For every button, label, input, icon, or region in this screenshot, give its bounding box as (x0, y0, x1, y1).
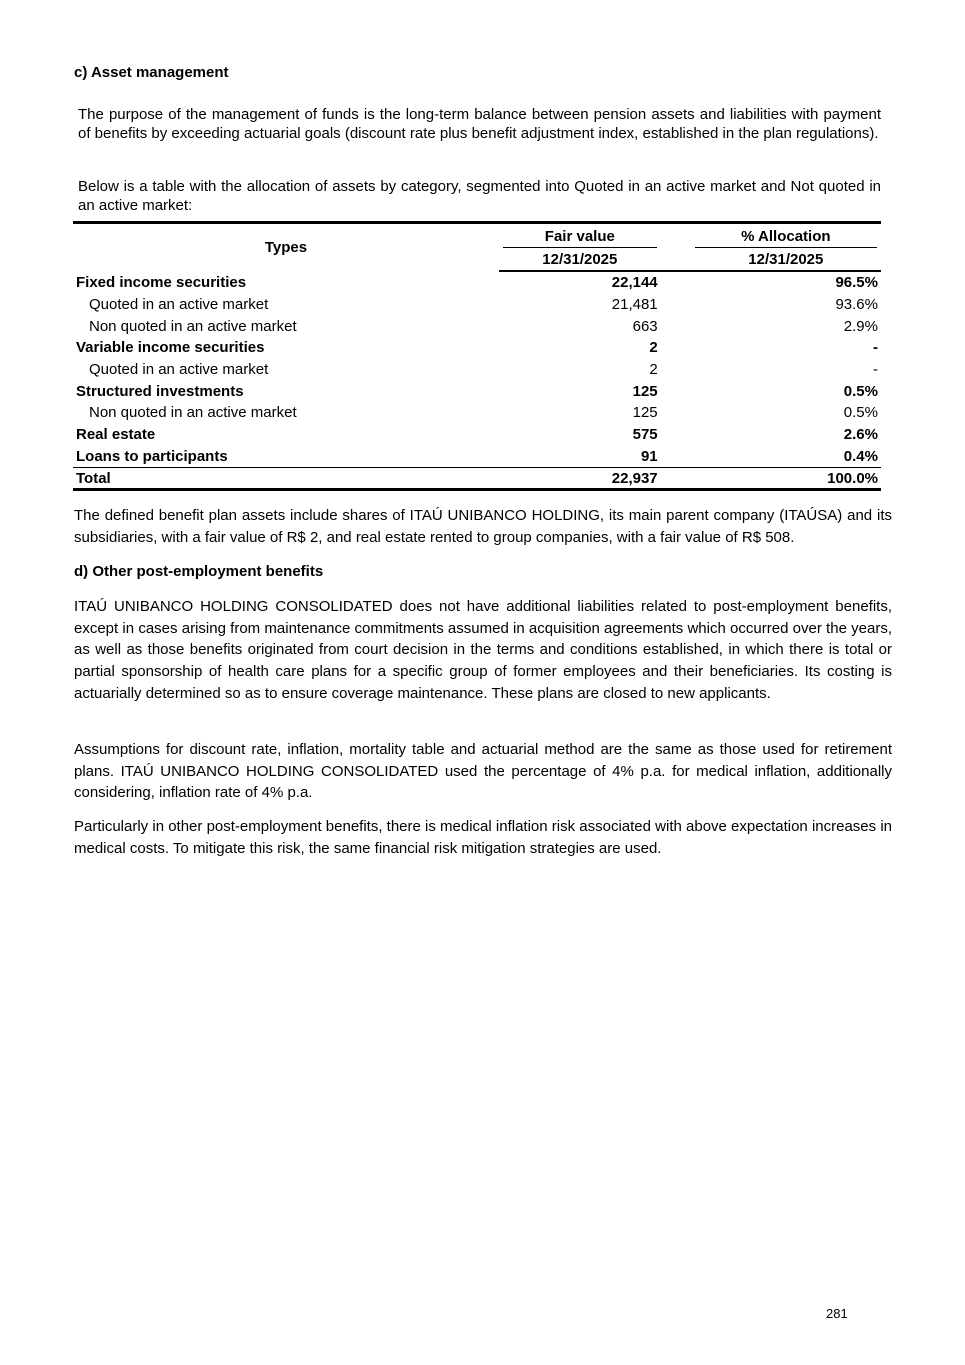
table-row (73, 402, 881, 424)
table-header-row (73, 223, 881, 249)
fair-value-header (499, 223, 661, 249)
total-fair-value: 22,937 (499, 468, 661, 490)
table-row (73, 315, 881, 337)
row-fair-value: 125 (632, 382, 658, 400)
fair-value-header-label: Fair value (544, 227, 615, 245)
row-allocation: 0.4% (843, 447, 878, 465)
row-label: Variable income securities (76, 339, 265, 357)
total-allocation: 100.0% (691, 468, 881, 490)
row-label: Non quoted in an active market (89, 404, 297, 422)
row-fair-value: 663 (632, 317, 658, 335)
row-allocation: - (873, 339, 878, 357)
section-c-heading: c) Asset management (74, 64, 229, 81)
table-row (73, 337, 881, 359)
row-fair-value: 2 (649, 339, 658, 357)
section-d-paragraph-1: ITAÚ UNIBANCO HOLDING CONSOLIDATED does not have additional liabilities related to post-employment benefits, except in cases arising from maintenance commitments assumed in acquisition agreements which occurred over the years, as well as those benefits originated from court decision in the terms and conditions established, in which there is total or partial sponsorship of health care plans for a specific group of former employees and their beneficiaries. Its costing is actuarially determined so as to ensure coverage maintenance. These plans are closed to new applicants. (74, 598, 892, 702)
row-fair-value: 91 (640, 447, 658, 465)
row-fair-value: 21,481 (611, 296, 658, 314)
row-label: Non quoted in an active market (89, 317, 297, 335)
table-row (73, 424, 881, 446)
total-label: Total (73, 468, 499, 490)
row-allocation: 2.9% (843, 317, 878, 335)
table-total-row (73, 468, 881, 490)
row-allocation: 93.6% (835, 296, 878, 314)
section-d-heading: d) Other post-employment benefits (74, 563, 324, 580)
page-number: 281 (826, 1306, 848, 1321)
row-label: Structured investments (76, 382, 244, 400)
row-allocation: 0.5% (843, 382, 878, 400)
section-d-paragraph-3: Particularly in other post-employment benefits, there is medical inflation risk associated with above expectation increases in medical costs. To mitigate this risk, the same financial risk mitigation strategies are used. (74, 818, 892, 857)
row-fair-value: 575 (632, 426, 658, 444)
row-allocation: - (873, 361, 878, 379)
types-header: Types (73, 223, 499, 272)
section-d-paragraph-2: Assumptions for discount rate, inflation, mortality table and actuarial method are the same as those used for retirement plans. ITAÚ UNIBANCO HOLDING CONSOLIDATED used the percentage of 4% p.a. for medical inflation, additionally considering, inflation rate of 4% p.a. (74, 741, 892, 802)
row-fair-value: 22,144 (611, 274, 658, 292)
fair-value-date: 12/31/2025 (499, 248, 661, 271)
asset-allocation-table (73, 221, 881, 491)
allocation-header (691, 223, 881, 249)
row-label: Real estate (76, 426, 156, 444)
row-allocation: 96.5% (835, 274, 878, 292)
row-label: Quoted in an active market (89, 361, 269, 379)
plan-assets-note: The defined benefit plan assets include shares of ITAÚ UNIBANCO HOLDING, its main parent company (ITAÚSA) and its subsidiaries, with a fair value of R$ 2, and real estate rented to group companies, with a fair value of R$ 508. (74, 507, 892, 546)
section-c-paragraph-1: The purpose of the management of funds is the long-term balance between pension assets and liabilities with payment of benefits by exceeding actuarial goals (discount rate plus benefit adjustment index, established in the plan regulations). (78, 106, 881, 142)
row-fair-value: 2 (649, 361, 658, 379)
allocation-header-label: % Allocation (741, 227, 831, 245)
row-label: Quoted in an active market (89, 296, 269, 314)
section-c-paragraph-2: Below is a table with the allocation of assets by category, segmented into Quoted in an active market and Not quoted in an active market: (78, 178, 881, 214)
table-row (73, 271, 881, 294)
table-row (73, 380, 881, 402)
table-row (73, 359, 881, 381)
row-fair-value: 125 (632, 404, 658, 422)
row-allocation: 0.5% (843, 404, 878, 422)
row-allocation: 2.6% (843, 426, 878, 444)
table-row (73, 446, 881, 468)
row-label: Fixed income securities (76, 273, 247, 291)
allocation-date: 12/31/2025 (691, 248, 881, 271)
row-label: Loans to participants (76, 447, 228, 465)
table-row (73, 294, 881, 316)
